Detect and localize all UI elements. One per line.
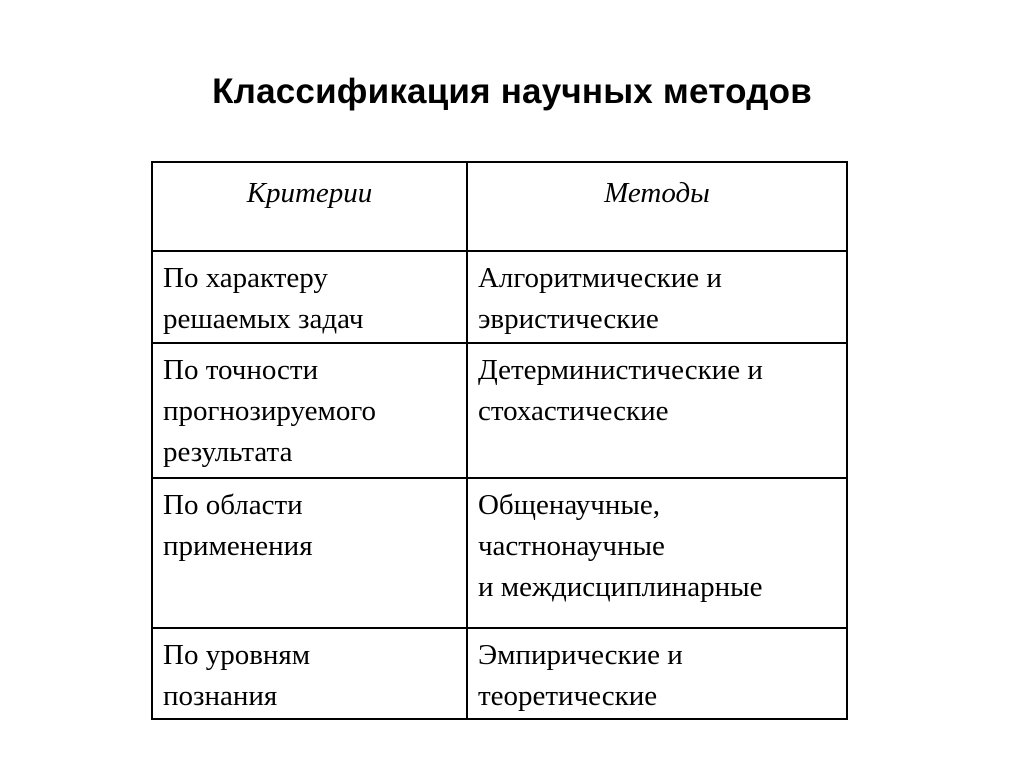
criteria-cell <box>152 628 467 719</box>
methods-line: теоретические <box>477 680 658 712</box>
criteria-line: прогнозируемого <box>163 395 377 427</box>
criteria-cell <box>152 251 467 343</box>
methods-cell <box>467 478 847 628</box>
table-row <box>152 343 847 478</box>
header-methods: Методы <box>467 162 847 251</box>
methods-line: эвристические <box>477 303 659 335</box>
methods-cell <box>467 251 847 343</box>
criteria-line: решаемых задач <box>163 303 364 335</box>
criteria-line: По области <box>163 489 303 521</box>
criteria-cell <box>152 343 467 478</box>
header-criteria: Критерии <box>152 162 467 251</box>
criteria-cell <box>152 478 467 628</box>
methods-cell <box>467 628 847 719</box>
table-header-row <box>152 162 847 251</box>
methods-line: частнонаучные <box>477 530 665 562</box>
table-row <box>152 628 847 719</box>
page-title: Классификация научных методов <box>212 72 812 111</box>
table-row <box>152 478 847 628</box>
criteria-line: познания <box>163 680 278 712</box>
methods-line: Эмпирические и <box>477 639 683 671</box>
classification-table <box>151 161 848 720</box>
criteria-line: применения <box>163 530 313 562</box>
methods-line: Алгоритмические и <box>477 262 722 294</box>
methods-line: Детерминистические и <box>477 354 763 386</box>
methods-line: и междисциплинарные <box>477 571 763 603</box>
criteria-line: По уровням <box>163 639 311 671</box>
criteria-line: По точности <box>163 354 319 386</box>
methods-cell <box>467 343 847 478</box>
criteria-line: По характеру <box>163 262 328 294</box>
table-row <box>152 251 847 343</box>
methods-line: стохастические <box>477 395 669 427</box>
criteria-line: результата <box>163 436 293 468</box>
methods-line: Общенаучные, <box>477 489 660 521</box>
